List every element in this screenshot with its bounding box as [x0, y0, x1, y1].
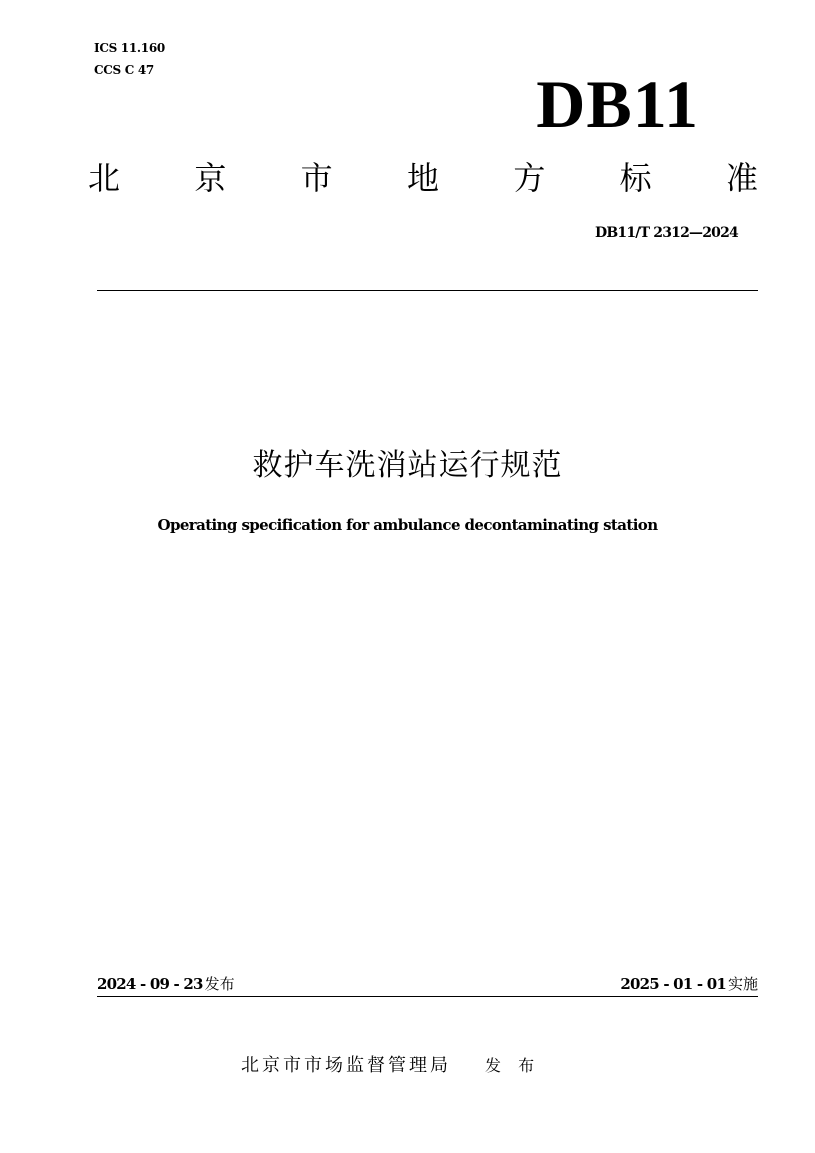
standard-type-char: 京: [194, 159, 227, 197]
standard-type-char: 北: [88, 159, 121, 197]
implementation-date-line: [620, 974, 758, 994]
issue-date-line: [97, 974, 235, 994]
standard-type-char: 准: [725, 159, 758, 197]
standard-type-char: 地: [406, 159, 439, 197]
publisher-name: 北京市市场监督管理局: [241, 1055, 451, 1076]
ccs-code: CCS C 47: [94, 63, 154, 77]
publisher-line: [241, 1054, 540, 1078]
footer-divider: [97, 996, 758, 997]
title-english: Operating specification for ambulance decontaminating station: [157, 516, 658, 534]
title-chinese: 救护车洗消站运行规范: [252, 448, 563, 483]
standard-type-heading: [88, 158, 758, 198]
implementation-label: 实施: [727, 975, 758, 993]
db11-logo: DB11: [536, 66, 699, 142]
standard-type-char: 市: [300, 159, 333, 197]
implementation-date: 2025 - 01 - 01: [620, 975, 726, 993]
standard-type-char: 标: [619, 159, 652, 197]
publisher-label: 发 布: [485, 1056, 541, 1075]
header-divider: [97, 290, 758, 291]
ics-code: ICS 11.160: [94, 41, 165, 55]
standard-number: DB11/T 2312—2024: [595, 225, 738, 241]
issue-date: 2024 - 09 - 23: [97, 975, 203, 993]
standard-type-char: 方: [513, 159, 546, 197]
issue-label: 发布: [204, 975, 235, 993]
